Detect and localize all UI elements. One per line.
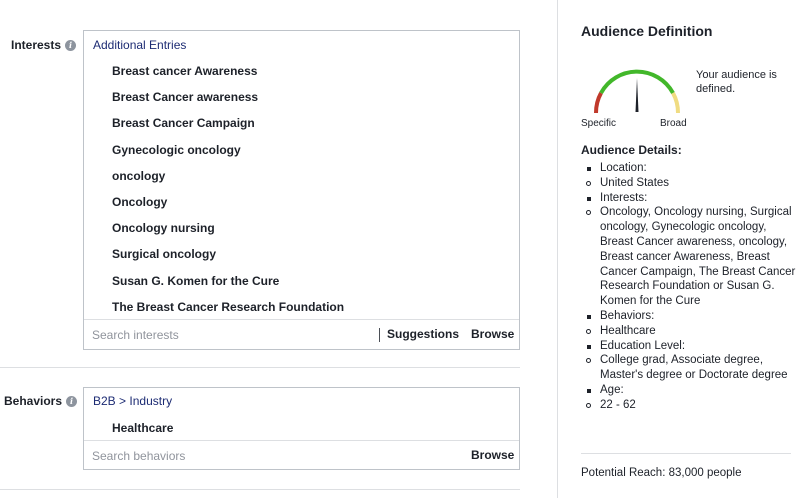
interests-box: [83, 30, 520, 350]
audience-detail-item: Education Level:: [581, 339, 796, 354]
gauge-arc-broad: [673, 93, 678, 113]
audience-details-title: Audience Details:: [581, 143, 682, 157]
interest-entry[interactable]: oncology: [112, 168, 166, 183]
breadcrumb-separator: >: [119, 394, 127, 408]
interests-search-row: [84, 319, 519, 350]
interests-label-row: [11, 38, 76, 52]
browse-behaviors-button[interactable]: Browse: [471, 448, 515, 462]
behaviors-box: [83, 387, 520, 470]
audience-definition-title: Audience Definition: [581, 23, 713, 39]
behaviors-label: Behaviors: [4, 394, 63, 408]
gauge-label-specific: Specific: [581, 118, 617, 129]
behaviors-label-row: [4, 394, 77, 408]
audience-detail-value: 22 - 62: [581, 398, 796, 413]
search-behaviors-input[interactable]: [92, 448, 372, 464]
audience-definition-panel: [558, 0, 800, 498]
behaviors-breadcrumb: [93, 394, 172, 408]
reach-divider: [581, 453, 791, 454]
section-divider: [0, 489, 520, 490]
search-separator: [379, 328, 380, 342]
suggestions-button[interactable]: Suggestions: [387, 327, 460, 341]
audience-detail-value: United States: [581, 176, 796, 191]
interest-entry[interactable]: Gynecologic oncology: [112, 142, 241, 157]
breadcrumb-industry[interactable]: Industry: [129, 394, 173, 408]
search-interests-input[interactable]: [92, 327, 372, 343]
audience-status: Your audience is defined.: [696, 69, 777, 95]
interest-entry[interactable]: Oncology: [112, 195, 168, 209]
audience-detail-item: Interests:: [581, 191, 796, 206]
audience-detail-item: Location:: [581, 161, 796, 176]
interest-entry[interactable]: Oncology nursing: [112, 221, 215, 236]
gauge-arc-specific: [596, 93, 601, 113]
info-icon[interactable]: i: [65, 40, 76, 51]
audience-detail-item: Behaviors:: [581, 309, 796, 324]
behavior-entry-healthcare[interactable]: Healthcare: [112, 421, 174, 435]
interest-entry[interactable]: Breast Cancer awareness: [112, 90, 259, 105]
behaviors-search-row: [84, 440, 519, 471]
audience-gauge: [591, 66, 683, 118]
browse-interests-button[interactable]: Browse: [471, 327, 515, 341]
interest-entry[interactable]: Breast cancer Awareness: [112, 64, 258, 78]
audience-detail-value: Oncology, Oncology nursing, Surgical oncology, Gynecologic oncology, Breast Cancer awareness, oncology, Breast cancer Awareness, Breast Cancer Campaign, The Breast Cancer Research Foundation or Susan G. Komen for the Cure: [581, 205, 796, 309]
audience-detail-value: College grad, Associate degree, Master's degree or Doctorate degree: [581, 353, 796, 383]
interest-entry[interactable]: Breast Cancer Campaign: [112, 116, 255, 131]
gauge-label-broad: Broad: [660, 118, 687, 129]
breadcrumb-b2b[interactable]: B2B: [93, 394, 116, 408]
info-icon[interactable]: i: [66, 396, 77, 407]
audience-detail-item: Age:: [581, 383, 796, 398]
additional-entries-header[interactable]: Additional Entries: [93, 38, 187, 52]
interest-entry[interactable]: Surgical oncology: [112, 247, 217, 262]
interests-label: Interests: [11, 38, 62, 52]
interest-entry[interactable]: The Breast Cancer Research Foundation: [112, 299, 345, 314]
audience-detail-value: Healthcare: [581, 324, 796, 339]
potential-reach: Potential Reach: 83,000 people: [581, 467, 742, 479]
section-divider: [0, 367, 520, 368]
interest-entry[interactable]: Susan G. Komen for the Cure: [112, 273, 280, 288]
audience-details-list: [581, 161, 796, 413]
gauge-needle: [636, 78, 639, 112]
